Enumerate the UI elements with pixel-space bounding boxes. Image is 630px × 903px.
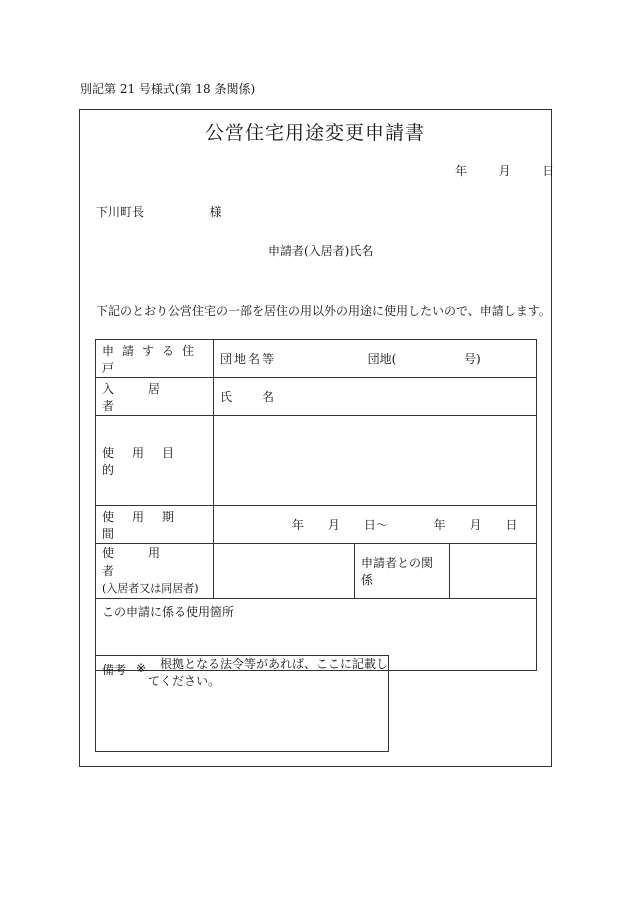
memo-text: [148, 656, 389, 690]
memo-text-line2: てください。: [148, 674, 221, 688]
day-label: 日: [542, 164, 555, 178]
resident-label-cell: [96, 378, 214, 416]
resident-label: 入居者: [102, 381, 195, 413]
period-label: 使用期間: [102, 509, 193, 541]
year-label: 年: [455, 164, 468, 178]
complex-label: 団地(: [367, 352, 397, 366]
number-label: 号): [464, 352, 481, 366]
addressee-name: 下川町長: [96, 205, 145, 219]
month-label: 月: [498, 164, 511, 178]
table-row: [96, 340, 537, 378]
relation-label: 申請者との関係: [361, 556, 434, 587]
period-label-cell: [96, 506, 214, 544]
purpose-label-cell: [96, 416, 214, 506]
table-row: [96, 416, 537, 506]
complex-name-label: 団地名等: [220, 352, 277, 366]
addressee-honorific: 様: [209, 205, 222, 219]
application-table: [95, 339, 537, 671]
period-to: 年 月 日: [433, 518, 518, 532]
table-row: [96, 544, 537, 599]
dwelling-label: 申請する住戸: [102, 343, 203, 375]
dwelling-label-cell: [96, 340, 214, 378]
form-number-note: 別記第 21 号様式(第 18 条関係): [80, 82, 256, 96]
user-label-sub: (入居者又は同居者): [102, 582, 199, 595]
relation-label-cell: [355, 544, 450, 599]
location-label: この申請に係る使用箇所: [102, 605, 235, 619]
purpose-label: 使用目的: [102, 445, 193, 477]
page-title: 公営住宅用途変更申請書: [204, 122, 425, 144]
memo-mark: ※: [136, 661, 147, 675]
dwelling-value-cell[interactable]: [214, 340, 537, 378]
user-label: 使用者: [102, 546, 195, 578]
applicant-name-label: 申請者(入居者)氏名: [268, 244, 374, 258]
purpose-value-cell[interactable]: [214, 416, 537, 506]
user-label-cell: [96, 544, 214, 599]
user-value-cell[interactable]: [214, 544, 355, 599]
memo-label: 備考: [102, 663, 127, 677]
memo-box: [95, 655, 389, 752]
resident-value-cell[interactable]: [214, 378, 537, 416]
application-statement: 下記のとおり公営住宅の一部を居住の用以外の用途に使用したいので、申請します。: [96, 304, 551, 318]
relation-value-cell[interactable]: [450, 544, 537, 599]
memo-text-line1: 根拠となる法令等があれば、ここに記載し: [160, 657, 389, 671]
period-value-cell[interactable]: [214, 506, 537, 544]
addressee: [96, 203, 222, 220]
table-row: [96, 506, 537, 544]
name-label: 氏名: [220, 390, 305, 404]
table-row: [96, 378, 537, 416]
date-line: [455, 162, 554, 179]
period-from: 年 月 日〜: [291, 518, 388, 532]
